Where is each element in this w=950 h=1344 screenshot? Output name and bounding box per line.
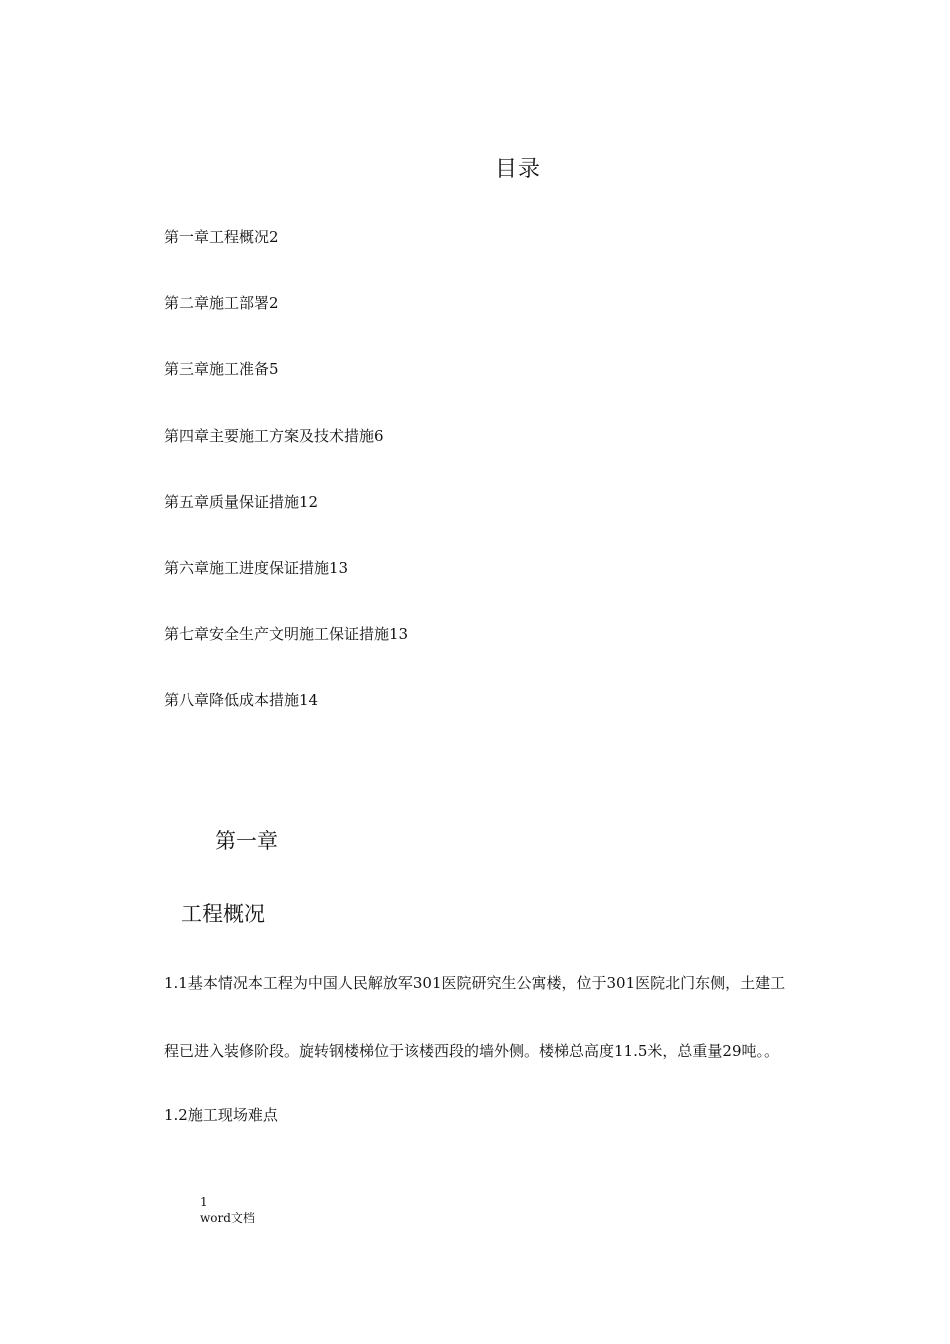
- chapter-number: 第一章: [215, 829, 278, 853]
- page-number: 1: [200, 1195, 208, 1209]
- toc-list: [164, 226, 408, 756]
- toc-item[interactable]: 第二章施工部署2: [164, 294, 279, 313]
- toc-item[interactable]: 第一章工程概况2: [164, 228, 279, 246]
- body-paragraph: 程已进入装修阶段。旋转钢楼梯位于该楼西段的墙外侧。楼梯总高度11.5米，总重量29吨。。: [164, 1042, 779, 1060]
- chapter-title: 工程概况: [181, 902, 265, 926]
- page-footer: [200, 1194, 255, 1226]
- toc-title: 目录: [494, 157, 541, 182]
- toc-item[interactable]: 第七章安全生产文明施工保证措施13: [164, 625, 409, 644]
- toc-item[interactable]: 第三章施工准备5: [164, 360, 279, 379]
- toc-item[interactable]: 第六章施工进度保证措施13: [164, 558, 349, 577]
- toc-item[interactable]: 第四章主要施工方案及技术措施6: [164, 426, 384, 445]
- toc-item[interactable]: 第五章质量保证措施12: [164, 492, 319, 511]
- body-paragraph: 1.1基本情况本工程为中国人民解放军301医院研究生公寓楼，位于301医院北门东侧，土建工: [164, 974, 786, 992]
- toc-item[interactable]: 第八章降低成本措施14: [164, 691, 319, 710]
- footer-label: word文档: [200, 1211, 255, 1225]
- section-heading: 1.2施工现场难点: [164, 1106, 278, 1124]
